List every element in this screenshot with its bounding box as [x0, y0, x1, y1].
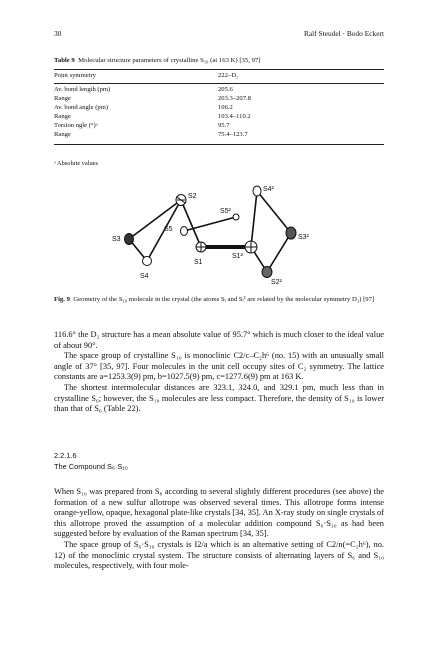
- atom-label: S4²: [263, 186, 274, 193]
- table-mid-rule: [54, 83, 384, 84]
- table-cell-label: Range: [54, 113, 71, 120]
- table-row: [54, 122, 384, 131]
- table-cell-value: 203.3–207.8: [218, 95, 251, 102]
- atom-s5b: [233, 214, 239, 220]
- atom-s5: [181, 227, 188, 236]
- table-cell-label: Range: [54, 131, 71, 138]
- table-header-row: [54, 72, 384, 81]
- table-cell-label: Av. bond angle (pm): [54, 104, 109, 111]
- table-row: [54, 113, 384, 122]
- table-cell-label: Av. bond length (pm): [54, 86, 111, 93]
- bond-s4b-s1b: [251, 191, 257, 247]
- atom-s4b: [253, 186, 261, 196]
- table-bottom-rule: [54, 144, 384, 145]
- atom-label: S2²: [271, 279, 282, 285]
- atom-label: S4: [140, 273, 149, 280]
- table-cell-label: Range: [54, 95, 71, 102]
- atom-label: S1: [194, 259, 203, 266]
- table-caption-label: Table 9: [54, 57, 75, 64]
- table-top-rule: [54, 69, 384, 70]
- s10-molecule-figure: [54, 185, 384, 285]
- paragraph: The space group of S₆·S₁₀ crystals is I2/a which is an alternative setting of C2/n(=C₂h⁶), no. 12) of the monoclinic crystal system. The structure consists of alternating layers of S₆ and S₁₀ molecules, respectively, with four mole-: [54, 539, 384, 571]
- atom-label: S5²: [220, 208, 231, 215]
- atom-s4: [143, 257, 152, 266]
- bond-s2-s1: [181, 200, 201, 247]
- table-header-label: Point symmetry: [54, 72, 96, 79]
- atom-label: S1²: [232, 253, 243, 260]
- bond-s4b-s3b: [257, 191, 291, 233]
- table-cell-value: 75.4–123.7: [218, 131, 248, 138]
- atom-s3: [125, 234, 134, 245]
- atom-s3b: [286, 227, 296, 239]
- bond-s3-s2: [129, 200, 181, 239]
- running-authors: Ralf Steudel · Bodo Eckert: [303, 29, 384, 38]
- paragraph: When S₁₀ was prepared from S₈ according to several slightly different procedures (see above) the formation of a new sulfur allotrope was observed several times. This allotrope forms intense orange-yellow, opaque, hexagonal plate-like crystals [34, 35]. An X-ray study on single crystals of this allotrope proved the assumption of a molecular addition compound S₆·S₁₀ as had been suggested before by evaluation of the Raman spectrum [34, 35].: [54, 487, 384, 539]
- atom-label: S3: [112, 236, 121, 243]
- table-row: [54, 131, 384, 140]
- bond-s3b-s2b: [267, 233, 291, 272]
- table-cell-value: 205.6: [218, 86, 233, 93]
- table-caption: [54, 57, 384, 64]
- page-number: 30: [54, 29, 62, 38]
- body-text-upper: [54, 330, 384, 415]
- table-header-value: 222–D₂: [218, 72, 239, 79]
- section-title: The Compound S₆·S₁₀: [54, 462, 128, 471]
- figure-caption-label: Fig. 9: [54, 296, 70, 303]
- atom-s2b: [262, 267, 272, 278]
- table-footnote: ᵃ Absolute values: [54, 160, 98, 167]
- table-cell-label: Torsion ngle (°)ᵃ: [54, 122, 98, 129]
- atom-label: S3²: [298, 234, 309, 241]
- table-cell-value: 95.7: [218, 122, 230, 129]
- table-caption-text: Molecular structure parameters of crystalline S₁₀ (at 163 K) [35, 97]: [78, 57, 261, 64]
- table-cell-value: 106.2: [218, 104, 233, 111]
- figure-caption-text: Geometry of the S₁₀ molecule in the crystal (the atoms Sᵢ and Sᵢ² are related by the molecular symmetry D₂) [97]: [73, 296, 375, 303]
- table-cell-value: 103.4–110.2: [218, 113, 251, 120]
- body-text-lower: [54, 487, 384, 572]
- paragraph: 116.6° the D₂ structure has a mean absolute value of 95.7° which is much closer to the ideal value of about 90°.: [54, 330, 384, 350]
- paragraph: The shortest intermolecular distances are 323.1, 324.0, and 329.1 pm, much less than in crystalline S₆; however, the S₁₀ molecules are less compact. Therefore, the density of S₁₀ is lower than that of S₆ (Table 22).: [54, 382, 384, 414]
- section-number: 2.2.1.6: [54, 451, 77, 460]
- paragraph: The space group of crystalline S₁₀ is monoclinic C2/c–C₂h⁶ (no. 15) with an unusually small angle of 37° [35, 97]. Four molecules in the unit cell occupy sites of C₂ symmetry. The lattice constants are a=1253.3(9) pm, b=1027.5(9) pm, c=1277.6(9) pm at 163 K.: [54, 351, 384, 382]
- atom-label: S5: [164, 226, 173, 233]
- figure-caption: [54, 295, 384, 304]
- table-row: [54, 95, 384, 104]
- table-row: [54, 86, 384, 95]
- table-row: [54, 104, 384, 113]
- atom-label: S2: [188, 193, 197, 200]
